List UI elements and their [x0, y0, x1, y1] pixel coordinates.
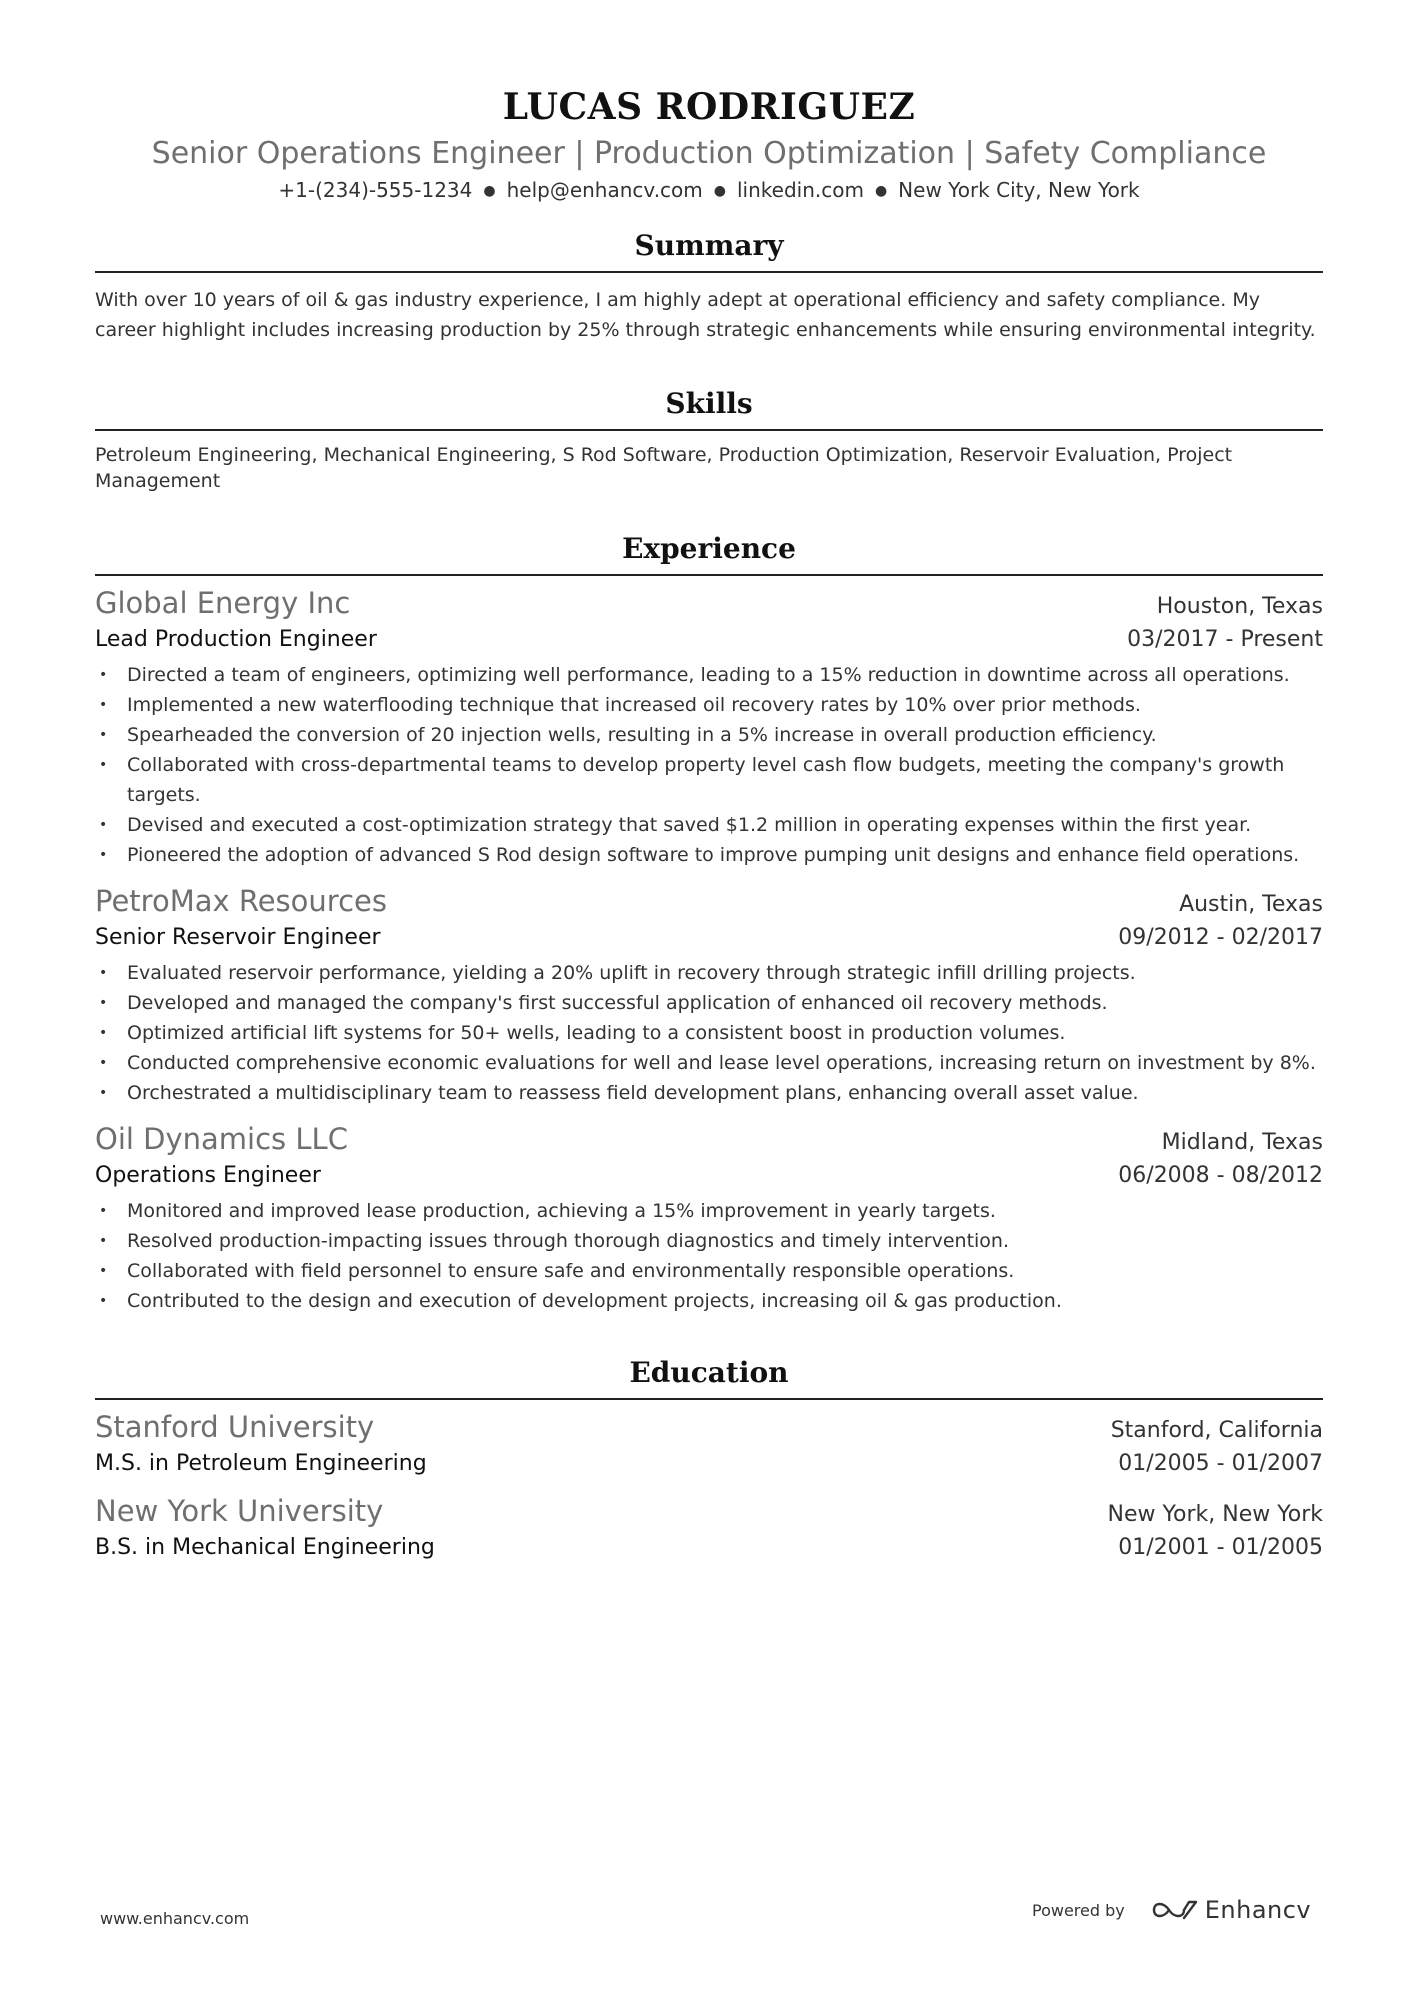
bullet-icon: • — [99, 757, 108, 773]
job-company: Oil Dynamics LLC — [95, 1122, 348, 1156]
section-title-summary: Summary — [634, 229, 784, 262]
education-degree-row — [95, 1532, 1323, 1564]
education-header-row — [95, 1492, 1323, 1532]
list-item: • Directed a team of engineers, optimizing well performance, leading to a 15% reduction in downtime across all operations. — [95, 660, 1323, 690]
job-header-row — [95, 584, 1323, 624]
summary-section — [95, 227, 1323, 345]
list-item: • Evaluated reservoir performance, yielding a 20% uplift in recovery through strategic infill drilling projects. — [95, 958, 1323, 988]
contact-linkedin[interactable]: linkedin.com — [736, 178, 864, 202]
education-section — [95, 1354, 1323, 1564]
education-entry — [95, 1492, 1323, 1564]
list-item: • Pioneered the adoption of advanced S Rod design software to improve pumping unit designs and enhance field operations. — [95, 840, 1323, 870]
job-bullets — [95, 660, 1323, 870]
list-item: • Spearheaded the conversion of 20 injection wells, resulting in a 5% increase in overall production efficiency. — [95, 720, 1323, 750]
section-title-skills: Skills — [665, 387, 753, 420]
degree: M.S. in Petroleum Engineering — [95, 1451, 427, 1476]
footer-website[interactable]: www.enhancv.com — [100, 1909, 250, 1928]
separator-dot: ● — [713, 183, 726, 199]
list-item: • Developed and managed the company's first successful application of enhanced oil recovery methods. — [95, 988, 1323, 1018]
job-dates: 03/2017 - Present — [1127, 627, 1323, 652]
school-location: Stanford, California — [1110, 1418, 1323, 1443]
job-role-row — [95, 922, 1323, 954]
job-entry — [95, 584, 1323, 870]
job-title: Lead Production Engineer — [95, 627, 377, 652]
job-role-row — [95, 624, 1323, 656]
education-header-row — [95, 1408, 1323, 1448]
separator-dot: ● — [483, 183, 496, 199]
brand-name: Enhancv — [1204, 1896, 1312, 1924]
resume-page — [95, 0, 1323, 1564]
bullet-icon: • — [99, 1263, 108, 1279]
job-company: Global Energy Inc — [95, 586, 351, 620]
job-role-row — [95, 1160, 1323, 1192]
education-degree-row — [95, 1448, 1323, 1480]
list-item: • Monitored and improved lease production, achieving a 15% improvement in yearly targets. — [95, 1196, 1323, 1226]
job-dates: 06/2008 - 08/2012 — [1118, 1163, 1323, 1188]
degree: B.S. in Mechanical Engineering — [95, 1535, 435, 1560]
list-item: • Orchestrated a multidisciplinary team to reassess field development plans, enhancing overall asset value. — [95, 1078, 1323, 1108]
experience-section — [95, 530, 1323, 1316]
job-company: PetroMax Resources — [95, 884, 387, 918]
enhancv-logo-icon — [1151, 1897, 1199, 1923]
bullet-icon: • — [99, 817, 108, 833]
bullet-icon: • — [99, 1233, 108, 1249]
job-location: Austin, Texas — [1179, 892, 1323, 917]
list-item: • Devised and executed a cost-optimization strategy that saved $1.2 million in operating expenses within the first year. — [95, 810, 1323, 840]
bullet-icon: • — [99, 1203, 108, 1219]
bullet-icon: • — [99, 847, 108, 863]
job-bullets — [95, 1196, 1323, 1316]
section-divider — [95, 574, 1323, 576]
bullet-icon: • — [99, 1025, 108, 1041]
school-location: New York, New York — [1107, 1502, 1323, 1527]
bullet-icon: • — [99, 965, 108, 981]
list-item: • Collaborated with cross-departmental teams to develop property level cash flow budgets, meeting the company's growth targets. — [95, 750, 1323, 810]
contact-email[interactable]: help@enhancv.com — [506, 178, 703, 202]
section-divider — [95, 429, 1323, 431]
job-dates: 09/2012 - 02/2017 — [1118, 925, 1323, 950]
job-entry — [95, 882, 1323, 1108]
job-title: Senior Reservoir Engineer — [95, 925, 381, 950]
education-dates: 01/2005 - 01/2007 — [1118, 1451, 1323, 1476]
skills-section — [95, 385, 1323, 494]
section-title-education: Education — [629, 1356, 789, 1389]
footer-branding[interactable] — [1032, 1896, 1311, 1924]
job-location: Houston, Texas — [1156, 594, 1323, 619]
job-entry — [95, 1120, 1323, 1316]
bullet-icon: • — [99, 1055, 108, 1071]
list-item: • Conducted comprehensive economic evaluations for well and lease level operations, increasing return on investment by 8%. — [95, 1048, 1323, 1078]
bullet-icon: • — [99, 727, 108, 743]
job-location: Midland, Texas — [1161, 1130, 1323, 1155]
job-header-row — [95, 882, 1323, 922]
summary-text: With over 10 years of oil & gas industry experience, I am highly adept at operational efficiency and safety compliance. My career highlight includes increasing production by 25% through strategic enhancements while ensuring environmental integrity. — [95, 289, 1316, 341]
school-name: New York University — [95, 1494, 384, 1528]
candidate-tagline: Senior Operations Engineer | Production Optimization | Safety Compliance — [151, 136, 1267, 171]
skills-text: Petroleum Engineering, Mechanical Engineering, S Rod Software, Production Optimization, Reservoir Evaluation, Project Management — [95, 444, 1233, 492]
bullet-icon: • — [99, 995, 108, 1011]
bullet-icon: • — [99, 667, 108, 683]
list-item: • Implemented a new waterflooding technique that increased oil recovery rates by 10% over prior methods. — [95, 690, 1323, 720]
bullet-icon: • — [99, 697, 108, 713]
contact-location: New York City, New York — [898, 178, 1140, 202]
list-item: • Contributed to the design and execution of development projects, increasing oil & gas production. — [95, 1286, 1323, 1316]
job-title: Operations Engineer — [95, 1163, 321, 1188]
school-name: Stanford University — [95, 1410, 375, 1444]
bullet-icon: • — [99, 1293, 108, 1309]
list-item: • Optimized artificial lift systems for 50+ wells, leading to a consistent boost in production volumes. — [95, 1018, 1323, 1048]
section-title-experience: Experience — [622, 532, 796, 565]
resume-header — [95, 0, 1323, 207]
contact-line — [95, 176, 1323, 207]
contact-phone: +1-(234)-555-1234 — [278, 178, 473, 202]
separator-dot: ● — [874, 183, 888, 199]
job-bullets — [95, 958, 1323, 1108]
education-dates: 01/2001 - 01/2005 — [1118, 1535, 1323, 1560]
section-divider — [95, 1398, 1323, 1400]
list-item: • Resolved production-impacting issues through thorough diagnostics and timely intervention. — [95, 1226, 1323, 1256]
education-entry — [95, 1408, 1323, 1480]
candidate-name: LUCAS RODRIGUEZ — [502, 86, 916, 128]
list-item: • Collaborated with field personnel to ensure safe and environmentally responsible operations. — [95, 1256, 1323, 1286]
section-divider — [95, 271, 1323, 273]
job-header-row — [95, 1120, 1323, 1160]
powered-by-label: Powered by — [1032, 1900, 1125, 1920]
bullet-icon: • — [99, 1085, 108, 1101]
